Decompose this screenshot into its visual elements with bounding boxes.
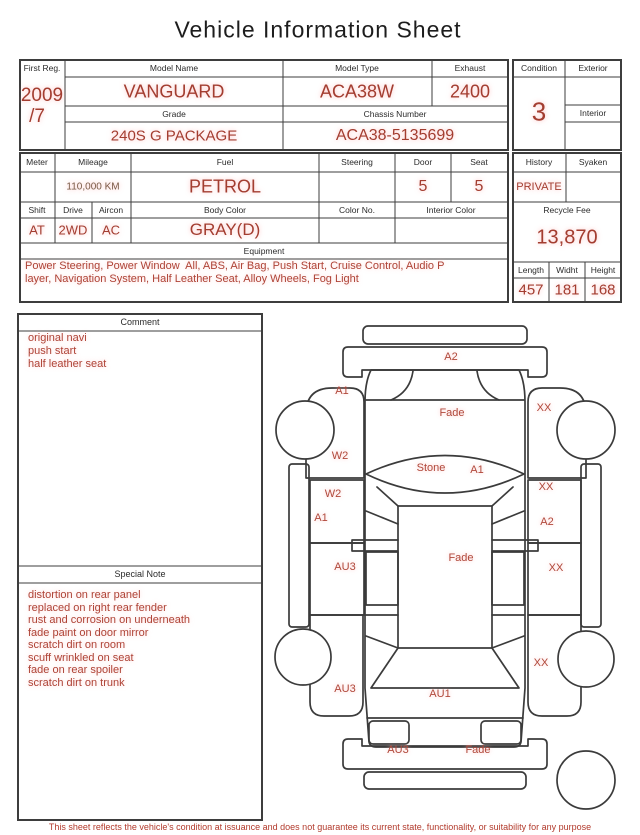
special-note-line: fade on rear spoiler	[28, 664, 123, 676]
interior-label: Interior	[579, 108, 607, 118]
damage-label-tailgate: AU1	[429, 688, 451, 700]
shift-label: Shift	[28, 205, 46, 215]
damage-label-left-door-upper: W2	[324, 488, 342, 500]
car-diagram	[275, 326, 615, 809]
grade-label: Grade	[162, 109, 186, 119]
page-title: Vehicle Information Sheet	[174, 16, 462, 43]
equipment-line: Power Steering, Power Window All, ABS, Air Bag, Push Start, Cruise Control, Audio P	[25, 260, 445, 272]
mileage-label: Mileage	[78, 157, 108, 167]
comment-line: half leather seat	[28, 358, 107, 370]
seat-label: Seat	[470, 157, 488, 167]
height-value: 168	[590, 281, 616, 299]
equipment-line: layer, Navigation System, Half Leather Seat, Alloy Wheels, Fog Light	[25, 273, 359, 285]
damage-label-right-rear-door: XX	[548, 562, 564, 574]
history-value: PRIVATE	[516, 181, 562, 193]
damage-label-right-front-fender: XX	[536, 402, 552, 414]
special-note-line: replaced on right rear fender	[28, 602, 167, 614]
damage-label-hood: Fade	[439, 407, 465, 419]
comment-line: push start	[28, 345, 77, 357]
height-label: Height	[590, 265, 616, 275]
body-color-value: GRAY(D)	[189, 220, 261, 239]
condition-value: 3	[531, 96, 547, 127]
chassis-number-label: Chassis Number	[363, 109, 427, 119]
first-reg-label: First Reg.	[23, 63, 61, 73]
damage-label-rear-bumper-left: AU3	[387, 744, 409, 756]
damage-label-right-rear-fender: XX	[533, 657, 549, 669]
model-name-label: Model Name	[149, 63, 199, 73]
disclaimer-text: This sheet reflects the vehicle's condition at issuance and does not guarantee its current state, functionality, or suitability for any purpose	[48, 822, 592, 832]
damage-label-left-front-fender: A1	[335, 385, 349, 397]
first-reg-month: /7	[29, 106, 45, 127]
exterior-label: Exterior	[578, 63, 608, 73]
special-note-line: scratch dirt on room	[28, 639, 126, 651]
first-reg-year: 2009	[20, 85, 64, 106]
shift-value: AT	[29, 222, 45, 238]
special-note-line: rust and corrosion on underneath	[28, 614, 191, 626]
length-label: Length	[518, 265, 544, 275]
steering-label: Steering	[341, 157, 373, 167]
special-note-label: Special Note	[114, 569, 166, 579]
damage-label-left-wheel-arch: W2	[331, 450, 349, 462]
special-note-line: distortion on rear panel	[28, 589, 141, 601]
damage-label-rear-bumper-right: Fade	[465, 744, 491, 756]
aircon-label: Aircon	[98, 205, 124, 215]
special-note-line: scratch dirt on trunk	[28, 677, 125, 689]
body-color-label: Body Color	[203, 205, 247, 215]
damage-label-windshield-left: Stone	[416, 462, 446, 474]
fuel-label: Fuel	[216, 157, 234, 167]
meter-label: Meter	[26, 157, 48, 167]
chassis-number-value: ACA38-5135699	[335, 127, 455, 144]
damage-label-right-door-upper: XX	[538, 481, 554, 493]
damage-label-roof: Fade	[448, 552, 474, 564]
damage-label-windshield-right: A1	[470, 464, 484, 476]
damage-label-left-rear-fender: AU3	[334, 683, 356, 695]
grade-value: 240S G PACKAGE	[110, 127, 238, 145]
drive-value: 2WD	[58, 222, 88, 238]
mileage-value: 110,000 KM	[66, 181, 120, 193]
model-type-value: ACA38W	[319, 81, 395, 102]
color-no-label: Color No.	[339, 205, 375, 215]
exhaust-value: 2400	[449, 81, 491, 102]
damage-label-left-door-lower: A1	[314, 512, 328, 524]
door-value: 5	[418, 178, 428, 195]
exhaust-label: Exhaust	[454, 63, 486, 73]
aircon-value: AC	[101, 222, 121, 238]
model-name-value: VANGUARD	[123, 81, 225, 102]
width-label: Widht	[556, 265, 578, 275]
special-note-line: scuff wrinkled on seat	[28, 652, 134, 664]
history-label: History	[525, 157, 553, 167]
length-value: 457	[518, 281, 544, 299]
interior-color-label: Interior Color	[426, 205, 476, 215]
damage-label-front-bumper: A2	[444, 351, 458, 363]
drive-label: Drive	[63, 205, 83, 215]
door-label: Door	[413, 157, 433, 167]
damage-label-left-rear-door: AU3	[334, 561, 356, 573]
syaken-label: Syaken	[578, 157, 608, 167]
special-note-line: fade paint on door mirror	[28, 627, 149, 639]
width-value: 181	[554, 281, 580, 299]
fuel-value: PETROL	[188, 176, 262, 197]
condition-label: Condition	[521, 63, 557, 73]
comment-line: original navi	[28, 332, 87, 344]
recycle-fee-value: 13,870	[536, 226, 598, 249]
model-type-label: Model Type	[335, 63, 379, 73]
comment-label: Comment	[120, 317, 160, 327]
equipment-label: Equipment	[243, 246, 285, 256]
seat-value: 5	[474, 178, 484, 195]
recycle-fee-label: Recycle Fee	[543, 205, 591, 215]
damage-label-right-door-lower: A2	[540, 516, 554, 528]
